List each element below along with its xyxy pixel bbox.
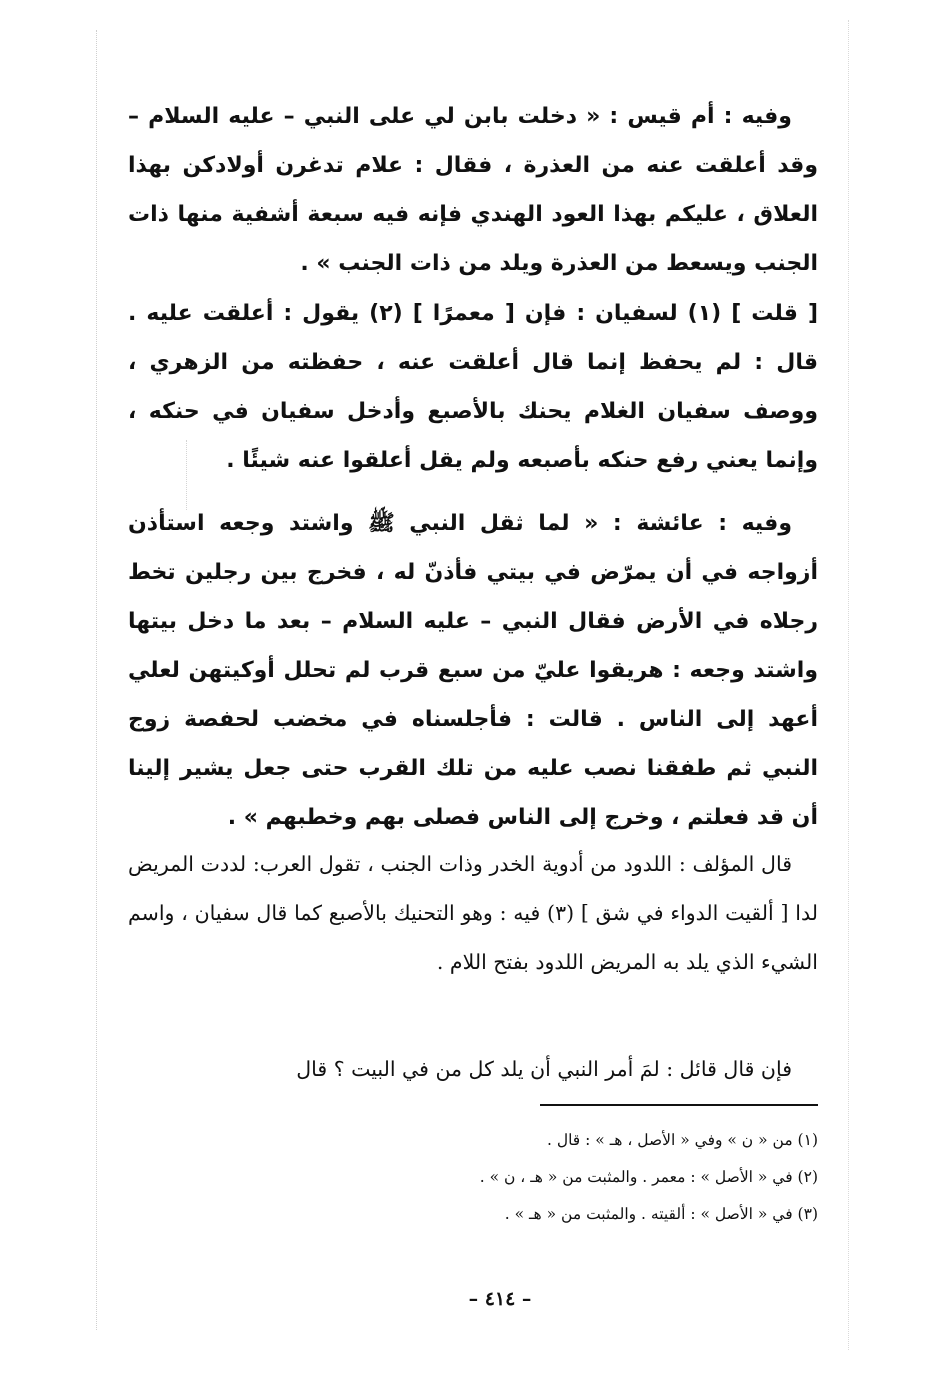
paragraph-sufyan-comment: [128, 289, 818, 485]
paragraph-text: فإن قال قائل : لمَ أمر النبي أن يلد كل من في البيت ؟ قال: [296, 1057, 792, 1081]
page-number: – ٤١٤ –: [468, 1288, 532, 1310]
footnote-separator: [540, 1104, 818, 1106]
paragraph-author-commentary: [128, 840, 818, 987]
footnote-3: (٣) في « الأصل » : ألقيته . والمثبت من « هـ » .: [504, 1205, 818, 1223]
scan-guide-line-right: [848, 20, 849, 1350]
paragraph-text: قال المؤلف : اللدود من أدوية الخدر وذات الجنب ، تقول العرب: لددت المريض لدا [ ألقيت الدواء في شق ] (٣) فيه : وهو التحنيك بالأصبع كما قال سفيان ، واسم الشيء الذي يلد به المريض اللدود بفتح اللام .: [128, 852, 818, 974]
footnote-2: (٢) في « الأصل » : معمر . والمثبت من « هـ ، ن » .: [479, 1168, 818, 1186]
scan-guide-line-left: [96, 30, 97, 1330]
footnotes: [300, 1122, 818, 1233]
paragraph-text: وفيه : أم قيس : « دخلت بابن لي على النبي – عليه السلام – وقد أعلقت عنه من العذرة ، فقال : علام تدغرن أولادكن بهذا العلاق ، عليكم بهذا العود الهندي فإنه فيه سبعة أشفية منها ذات الجنب ويسعط من العذرة ويلد من ذات الجنب » .: [128, 104, 818, 276]
footnote-1: (١) من « ن » وفي « الأصل ، هـ » : قال .: [546, 1131, 818, 1149]
paragraph-text: [ قلت ] (١) لسفيان : فإن [ معمرًا ] (٢) يقول : أعلقت عليه . قال : لم يحفظ إنما قال أعلقت عنه ، حفظته من الزهري ، ووصف سفيان الغلام يحنك بالأصبع وأدخل سفيان في حنكه ، وإنما يعني رفع حنكه بأصبعه ولم يقل أعلقوا عنه شيئًا .: [128, 301, 818, 473]
paragraph-aisha-hadith: [128, 499, 818, 842]
paragraph-umm-qays-hadith: [128, 92, 818, 288]
paragraph-question: [128, 1045, 818, 1094]
paragraph-text: وفيه : عائشة : « لما ثقل النبي ﷺ واشتد وجعه استأذن أزواجه في أن يمرّض في بيتي فأذنّ له ، فخرج بين رجلين تخط رجلاه في الأرض فقال النبي – عليه السلام – بعد ما دخل بيتها واشتد وجعه : هريقوا عليّ من سبع قرب لم تحلل أوكيتهن لعلي أعهد إلى الناس . قالت : فأجلسناه في مخضب لحفصة زوج النبي ثم طفقنا نصب عليه من تلك القرب حتى جعل يشير إلينا أن قد فعلتم ، وخرج إلى الناس فصلى بهم وخطبهم » .: [128, 511, 818, 830]
